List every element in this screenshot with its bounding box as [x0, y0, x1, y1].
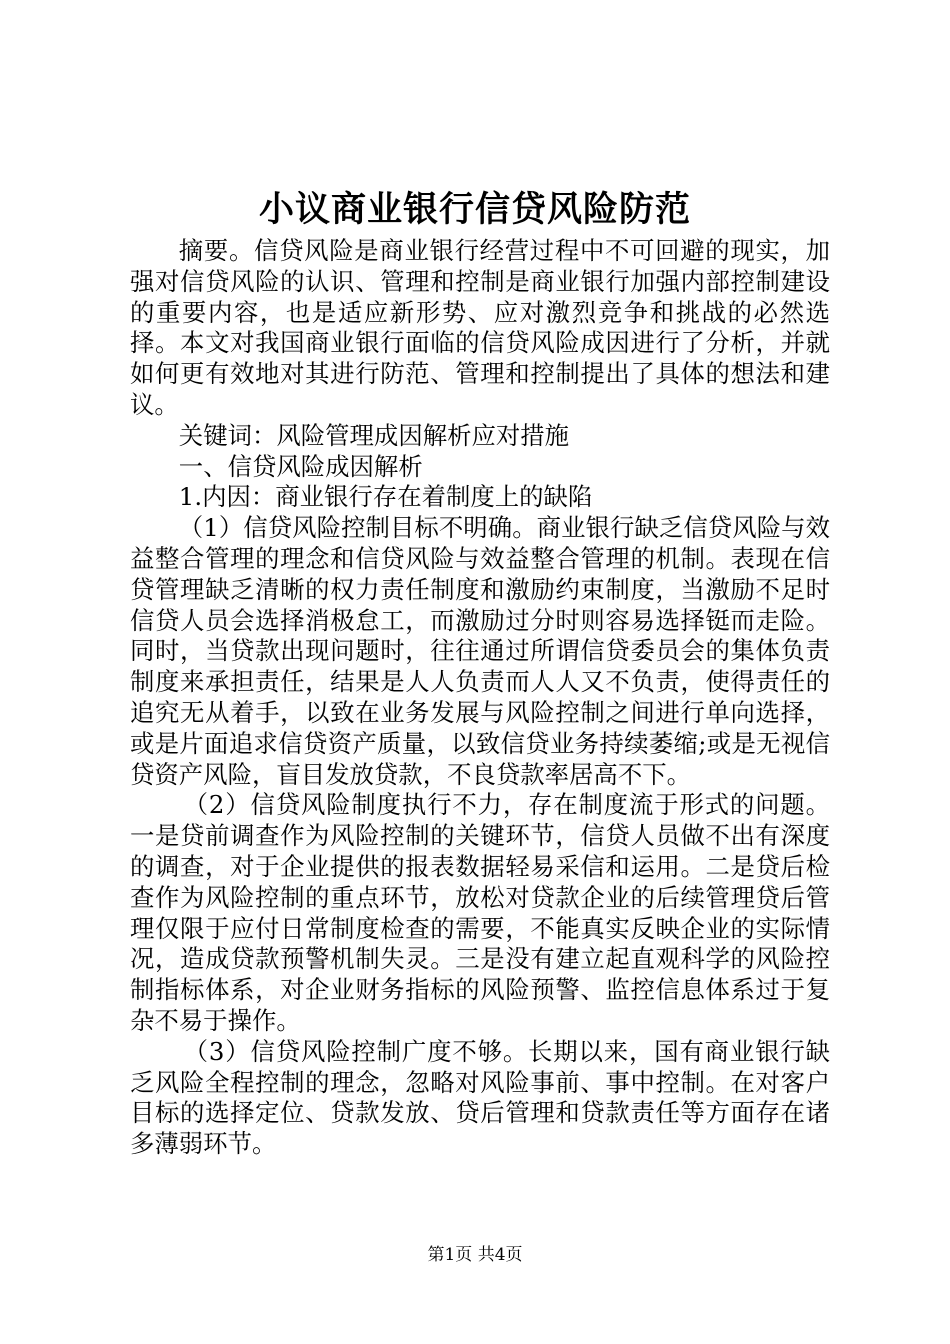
abstract-paragraph: 摘要。信贷风险是商业银行经营过程中不可回避的现实，加强对信贷风险的认识、管理和控制是商业银行加强内部控制建设的重要内容，也是适应新形势、应对激烈竞争和挑战的必然选择。本文对我国商业银行面临的信贷风险成因进行了分析，并就如何更有效地对其进行防范、管理和控制提出了具体的想法和建议。: [130, 236, 830, 419]
page-number-footer: 第1页 共4页: [427, 1245, 523, 1265]
body-paragraph: （1）信贷风险控制目标不明确。商业银行缺乏信贷风险与效益整合管理的理念和信贷风险与效益整合管理的机制。表现在信贷管理缺乏清晰的权力责任制度和激励约束制度，当激励不足时信贷人员会选择消极怠工，而激励过分时则容易选择铤而走险。同时，当贷款出现问题时，往往通过所谓信贷委员会的集体负责制度来承担责任，结果是人人负责而人人又不负责，使得责任的追究无从着手，以致在业务发展与风险控制之间进行单向选择，或是片面追求信贷资产质量，以致信贷业务持续萎缩;或是无视信贷资产风险，盲目发放贷款，不良贷款率居高不下。: [130, 513, 830, 789]
document-body: [130, 236, 830, 1160]
keywords-paragraph: 关键词：风险管理成因解析应对措施: [178, 420, 570, 450]
document-title: 小议商业银行信贷风险防范: [258, 189, 691, 230]
section-heading: 一、信贷风险成因解析: [178, 451, 423, 481]
subsection-heading: 1.内因：商业银行存在着制度上的缺陷: [178, 482, 593, 512]
body-paragraph: （2）信贷风险制度执行不力，存在制度流于形式的问题。一是贷前调查作为风险控制的关键环节，信贷人员做不出有深度的调查，对于企业提供的报表数据轻易采信和运用。二是贷后检查作为风险控制的重点环节，放松对贷款企业的后续管理贷后管理仅限于应付日常制度检查的需要，不能真实反映企业的实际情况，造成贷款预警机制失灵。三是没有建立起直观科学的风险控制指标体系，对企业财务指标的风险预警、监控信息体系过于复杂不易于操作。: [130, 790, 830, 1035]
body-paragraph: （3）信贷风险控制广度不够。长期以来，国有商业银行缺乏风险全程控制的理念，忽略对风险事前、事中控制。在对客户目标的选择定位、贷款发放、贷后管理和贷款责任等方面存在诸多薄弱环节。: [130, 1036, 830, 1159]
